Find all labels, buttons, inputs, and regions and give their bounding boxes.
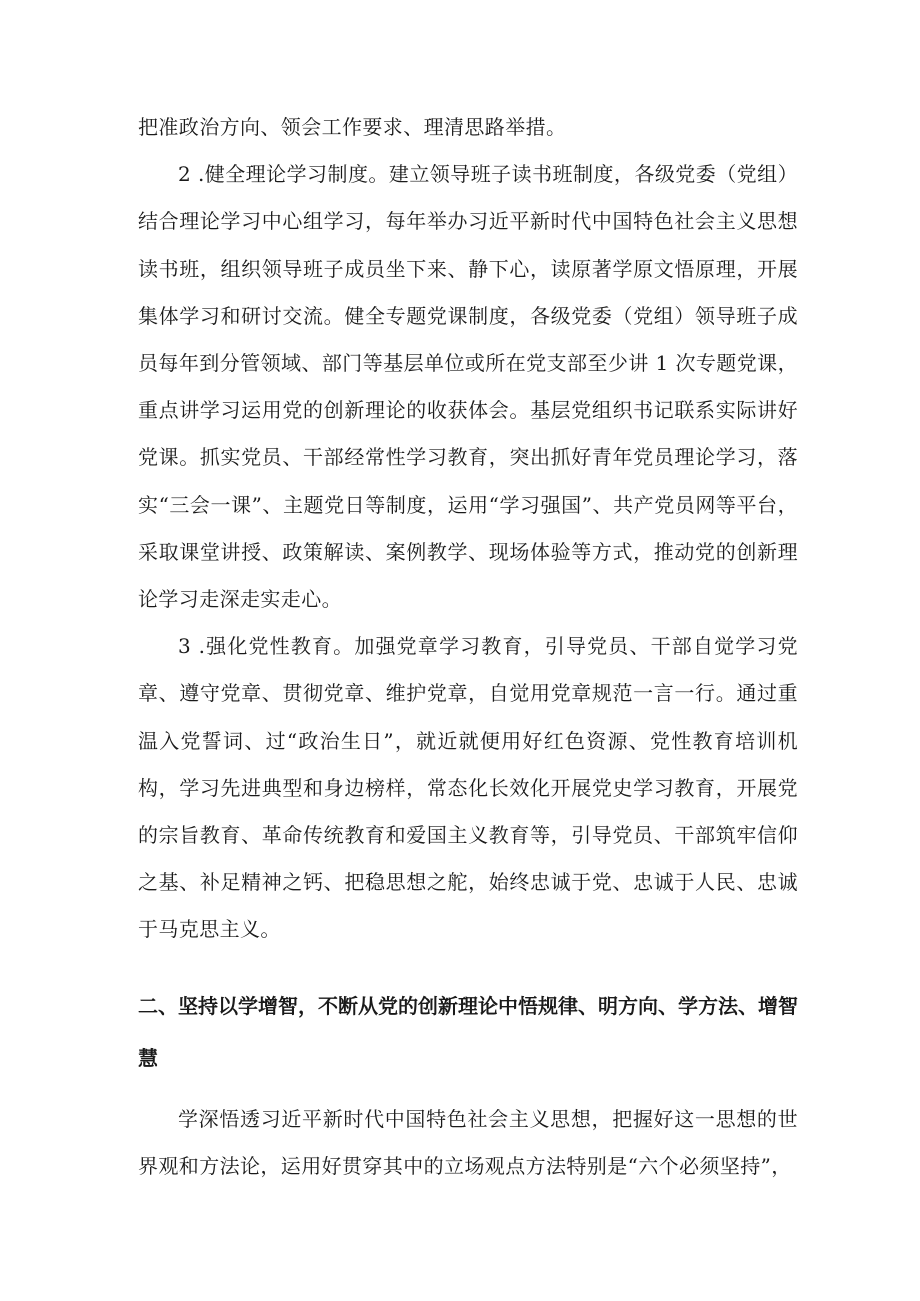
paragraph-continued: 把准政治方向、领会工作要求、理清思路举措。 <box>138 115 567 139</box>
paragraph-4: 学深悟透习近平新时代中国特色社会主义思想，把握好这一思想的世界观和方法论，运用好贯穿其中的立场观点方法特别是“六个必须坚持”， <box>138 1107 798 1179</box>
section-heading-text: 二、坚持以学增智，不断从党的创新理论中悟规律、明方向、学方法、增智慧 <box>138 994 798 1070</box>
section-heading <box>138 980 798 1084</box>
paragraph-3: 3 .强化党性教育。加强党章学习教育，引导党员、干部自觉学习党章、遵守党章、贯彻党章、维护党章，自觉用党章规范一言一行。通过重温入党誓词、过“政治生日”，就近就便用好红色资源、党性教育培训机构，学习先进典型和身边榜样，常态化长效化开展党史学习教育，开展党的宗旨教育、革命传统教育和爱国主义教育等，引导党员、干部筑牢信仰之基、补足精神之钙、把稳思想之舵，始终忠诚于党、忠诚于人民、忠诚于马克思主义。 <box>138 634 798 942</box>
body-text-block-2 <box>138 1096 798 1190</box>
body-text-block <box>138 104 798 954</box>
paragraph-2: 2 .健全理论学习制度。建立领导班子读书班制度，各级党委（党组）结合理论学习中心组学习，每年举办习近平新时代中国特色社会主义思想读书班，组织领导班子成员坐下来、静下心，读原著学原文悟原理，开展集体学习和研讨交流。健全专题党课制度，各级党委（党组）领导班子成员每年到分管领域、部门等基层单位或所在党支部至少讲 1 次专题党课，重点讲学习运用党的创新理论的收获体会。基层党组织书记联系实际讲好党课。抓实党员、干部经常性学习教育，突出抓好青年党员理论学习，落实“三会一课”、主题党日等制度，运用“学习强国”、共产党员网等平台，采取课堂讲授、政策解读、案例教学、现场体验等方式，推动党的创新理论学习走深走实走心。 <box>138 162 798 612</box>
